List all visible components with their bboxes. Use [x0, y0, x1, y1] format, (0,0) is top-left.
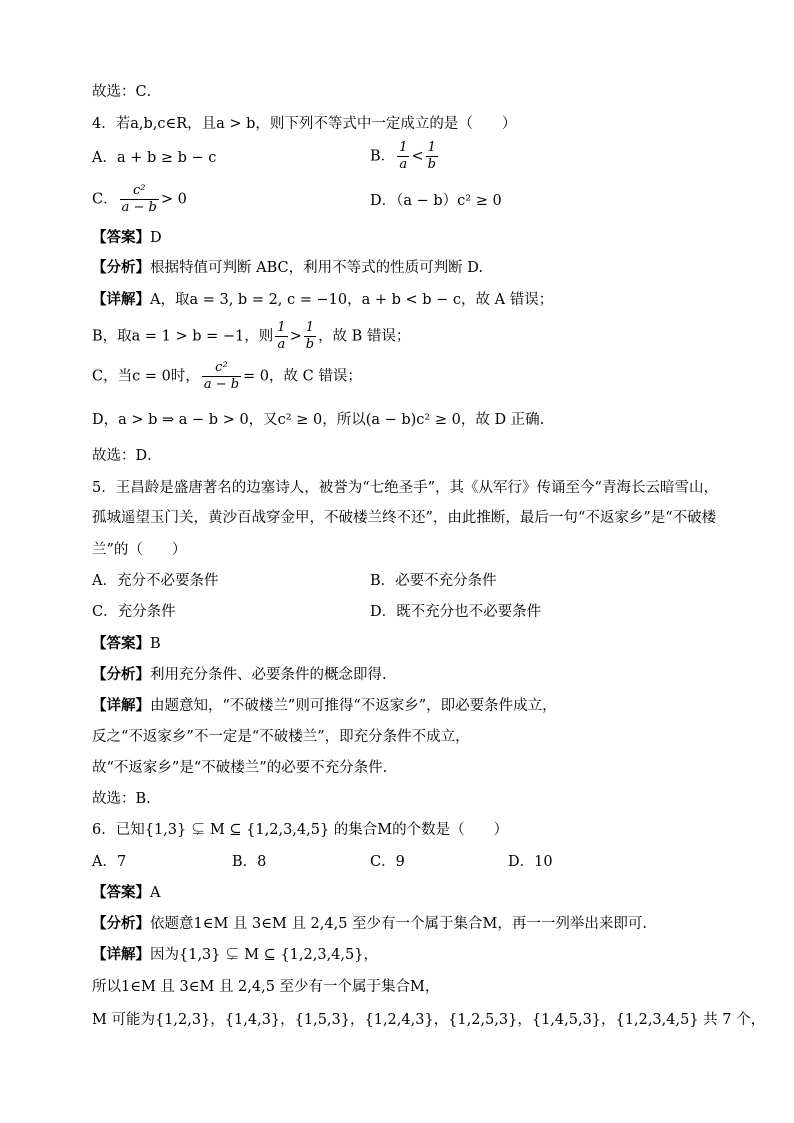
fraction-denominator: b — [305, 337, 315, 352]
q5-detail-line-3: 故“不返家乡”是“不破楼兰”的必要不充分条件. — [92, 760, 388, 776]
q4-option-c — [92, 183, 187, 216]
q4-detail-a — [92, 290, 553, 310]
q6-detail-line-2: 所以1∈M 且 3∈M 且 2,4,5 至少有一个属于集合M， — [92, 979, 440, 995]
detail-tag: 【详解】 — [92, 946, 150, 963]
detail-text: C，当c = 0时， — [92, 368, 200, 385]
fraction — [275, 320, 287, 353]
fraction-numerator: c² — [120, 183, 159, 200]
fraction-denominator: b — [427, 157, 436, 172]
detail-text: B，取a = 1 > b = −1，则 — [92, 328, 274, 345]
fraction-numerator: c² — [202, 360, 241, 377]
analysis-text: 依题意1∈M 且 3∈M 且 2,4,5 至少有一个属于集合M，再一一列举出来即可. — [150, 916, 648, 932]
detail-text: 由题意知，“不破楼兰”则可推得“不返家乡”，即必要条件成立， — [150, 698, 557, 714]
fraction-numerator: 1 — [277, 320, 286, 335]
q5-detail-line-2: 反之“不返家乡”不一定是“不破楼兰”，即充分条件不成立， — [92, 729, 470, 745]
fraction-denominator: a − b — [121, 200, 157, 215]
q4-option-b-label: B． — [370, 148, 396, 165]
analysis-tag: 【分析】 — [92, 915, 150, 932]
answer-tag: 【答案】 — [92, 884, 150, 901]
q4-option-a: A．a + b ≥ b − c — [92, 150, 217, 166]
q5-option-b: B．必要不充分条件 — [370, 573, 497, 589]
q4-option-d: D．（a − b）c² ≥ 0 — [370, 193, 502, 209]
answer-tag: 【答案】 — [92, 635, 150, 652]
fraction — [202, 360, 241, 393]
detail-text: 因为{1,3} ⊊ M ⊆ {1,2,3,4,5}， — [150, 947, 378, 963]
fraction-numerator: 1 — [399, 140, 408, 155]
q5-stem-line-2: 孤城遥望玉门关，黄沙百战穿金甲，不破楼兰终不还”，由此推断，最后一句“不返家乡”是“不破楼 — [92, 510, 717, 526]
analysis-tag: 【分析】 — [92, 259, 150, 276]
q5-option-d: D．既不充分也不必要条件 — [370, 604, 542, 620]
q5-option-a: A．充分不必要条件 — [92, 573, 219, 589]
q5-conclusion: 故选：B. — [92, 791, 151, 807]
q4-option-c-label: C． — [92, 191, 118, 208]
q6-stem: 6．已知{1,3} ⊊ M ⊆ {1,2,3,4,5} 的集合M的个数是（ ） — [92, 822, 509, 838]
q4-detail-c — [92, 360, 362, 393]
q6-detail — [92, 945, 378, 965]
q5-answer — [92, 634, 161, 654]
detail-text: A，取a = 3, b = 2, c = −10，a + b < b − c，故 A 错误； — [150, 292, 554, 308]
fraction — [304, 320, 316, 353]
answer-tag: 【答案】 — [92, 229, 150, 246]
operator: > — [289, 328, 302, 345]
fraction-denominator: a — [399, 157, 408, 172]
operator: > 0 — [160, 191, 187, 208]
q3-conclusion: 故选：C． — [92, 84, 162, 100]
q4-answer — [92, 228, 162, 248]
detail-tag: 【详解】 — [92, 291, 150, 308]
answer-value: B — [150, 636, 161, 652]
fraction — [120, 183, 159, 216]
q6-option-b: B．8 — [232, 854, 267, 870]
q4-detail-d: D，a > b ⇒ a − b > 0，又c² ≥ 0，所以(a − b)c² ≥ 0，故 D 正确. — [92, 412, 545, 428]
q6-option-d: D．10 — [508, 854, 553, 870]
q6-analysis — [92, 914, 647, 934]
analysis-text: 利用充分条件、必要条件的概念即得. — [150, 667, 387, 683]
analysis-tag: 【分析】 — [92, 666, 150, 683]
q5-analysis — [92, 665, 387, 685]
q6-answer — [92, 883, 160, 903]
q6-option-a: A．7 — [92, 854, 127, 870]
operator: < — [411, 148, 424, 165]
q5-stem-line-3: 兰”的（ ） — [92, 542, 187, 558]
q6-detail-line-3: M 可能为{1,2,3}，{1,4,3}，{1,5,3}，{1,2,4,3}，{1,2,5,3}，{1,4,5,3}，{1,2,3,4,5} 共 7 个， — [92, 1012, 766, 1028]
q6-option-c: C．9 — [370, 854, 405, 870]
fraction-denominator: a − b — [203, 377, 240, 392]
q4-option-b — [370, 140, 440, 173]
q4-stem: 4．若a,b,c∈R，且a > b，则下列不等式中一定成立的是（ ） — [92, 116, 517, 132]
detail-tag: 【详解】 — [92, 697, 150, 714]
fraction — [426, 140, 438, 173]
q4-analysis — [92, 258, 483, 278]
q4-conclusion: 故选：D． — [92, 448, 162, 464]
fraction-numerator: 1 — [426, 140, 438, 157]
answer-value: D — [150, 230, 162, 246]
fraction-denominator: a — [277, 337, 286, 352]
analysis-text: 根据特值可判断 ABC，利用不等式的性质可判断 D. — [150, 260, 483, 276]
q4-detail-b — [92, 320, 410, 353]
q5-option-c: C．充分条件 — [92, 604, 176, 620]
q5-detail — [92, 696, 557, 716]
detail-text: = 0，故 C 错误； — [243, 368, 362, 385]
answer-value: A — [150, 885, 161, 901]
detail-text: ，故 B 错误； — [318, 328, 411, 345]
fraction-numerator: 1 — [304, 320, 316, 337]
fraction — [397, 140, 409, 173]
q5-stem-line-1: 5．王昌龄是盛唐著名的边塞诗人，被誉为“七绝圣手”，其《从军行》传诵至今“青海长云暗雪山， — [92, 480, 718, 496]
